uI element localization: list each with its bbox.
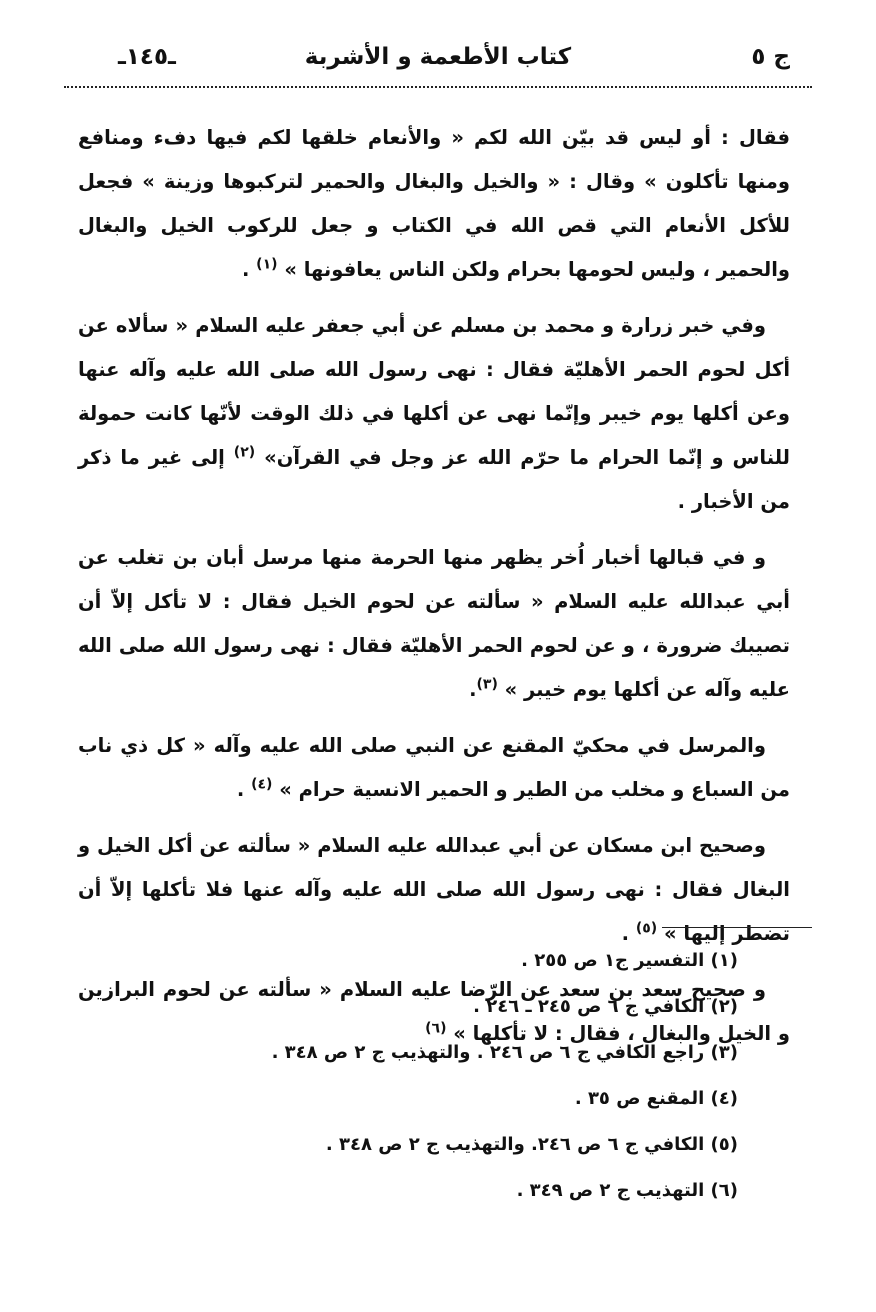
paragraph-2: وفي خبر زرارة و محمد بن مسلم عن أبي جعفر عليه السلام « سألاه عن أكل لحوم الحمر الأهليّة فقال : نهى رسول الله صلى الله عليه وآله عنها وعن أكلها يوم خيبر وإنّما نهى عن أكلها في ذلك الوقت لأنّها كانت حمولة للناس و إنّما الحرام ما حرّم الله عز وجل في القرآن» $^{(٢)}$ إلى غير ما ذكر من الأخبار .: [78, 314, 790, 513]
footnote-ref: (٤): [251, 776, 273, 793]
main-text: [78, 116, 790, 1068]
footnotes: [64, 938, 738, 1214]
footnote-divider: [662, 927, 812, 928]
volume-label: ج ٥: [751, 44, 790, 70]
paragraph-4: والمرسل في محكيّ المقنع عن النبي صلى الله عليه وآله « كل ذي ناب من السباع و مخلب من الطير و الحمير الانسية حرام » $^{(٤)}$ .: [78, 734, 790, 801]
footnote-ref: (١): [256, 256, 278, 273]
paragraph-6: و صحيح سعد بن سعد عن الرّضا عليه السلام « سألته عن لحوم البرازين و الخيل والبغال ، فقال : لا تأكلها » $^{(٦)}$: [78, 978, 790, 1045]
footnote-2: (٢) الكافي ج ٦ ص ٢٤٥ ـ ٢٤٦ .: [473, 996, 738, 1017]
footnote-4: (٤) المقنع ص ٣٥ .: [574, 1088, 738, 1109]
footnote-ref: (٢): [233, 444, 256, 461]
chapter-title: كتاب الأطعمة و الأشربة: [304, 44, 572, 70]
footnote-ref: (٣): [476, 676, 498, 693]
footnote-1: (١) التفسير ج١ ص ٢٥٥ .: [521, 950, 738, 971]
footnote-3: (٣) راجع الكافي ج ٦ ص ٢٤٦ . والتهذيب ج ٢ ص ٣٤٨ .: [271, 1042, 738, 1063]
paragraph-3: و في قبالها أخبار اُخر يظهر منها الحرمة منها مرسل أبان بن تغلب عن أبي عبدالله عليه السلام « سألته عن لحوم الخيل فقال : لا تأكل إلاّ أن تصيبك ضرورة ، و عن لحوم الحمر الأهليّة فقال : نهى رسول الله صلى الله عليه وآله عن أكلها يوم خيبر » $^{(٣)}$.: [78, 546, 790, 701]
footnote-6: (٦) التهذيب ج ٢ ص ٣٤٩ .: [516, 1180, 738, 1201]
footnote-ref: (٥): [635, 920, 658, 937]
paragraph-1: فقال : أو ليس قد بيّن الله لكم « والأنعام خلقها لكم فيها دفء ومنافع ومنها تأكلون » وقال : « والخيل والبغال والحمير لتركبوها وزينة » فجعل للأكل الأنعام التي قص الله في الكتاب و جعل للركوب الخيل والبغال والحمير ، وليس لحومها بحرام ولكن الناس يعافونها » $^{(١)}$ .: [78, 126, 790, 281]
footnote-ref: (٦): [425, 1020, 447, 1037]
page-header: [64, 38, 812, 82]
page-number: ـ١٤٥ـ: [118, 44, 176, 70]
paragraph-5: وصحيح ابن مسكان عن أبي عبدالله عليه السلام « سألته عن أكل الخيل و البغال فقال : نهى رسول الله صلى الله عليه وآله عنها فلا تأكلها إلاّ أن تضطر إليها » $^{(٥)}$ .: [78, 834, 790, 945]
footnote-5: (٥) الكافي ج ٦ ص ٢٤٦. والتهذيب ج ٢ ص ٣٤٨ .: [325, 1134, 738, 1155]
header-divider: [64, 86, 812, 88]
